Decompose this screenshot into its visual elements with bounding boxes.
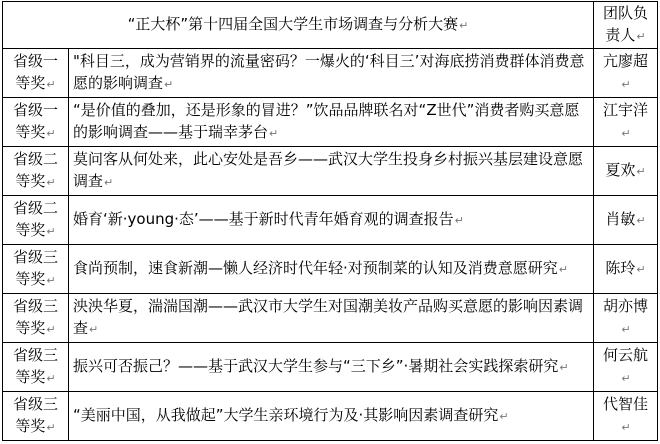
project-topic: “美丽中国，从我做起”大学生亲环境行为及·其影响因素调查研究↵ [69, 392, 594, 441]
project-topic: 振兴可否振己？——基于武汉大学生参与“三下乡”·暑期社会实践探索研究↵ [69, 343, 594, 392]
table-row [3, 49, 658, 98]
team-leader: 肖敏↵ [594, 196, 658, 245]
team-leader: 代智佳↵ [594, 392, 658, 441]
award-level: 省级三等奖↵ [3, 245, 69, 294]
team-leader: 陈玲↵ [594, 245, 658, 294]
awards-table [2, 1, 658, 441]
leader-column-header: 团队负责人↵ [594, 2, 658, 49]
project-topic: “是价值的叠加，还是形象的冒进？”饮品品牌联名对“Z世代”消费者购买意愿的影响调查——基于瑞幸茅台↵ [69, 98, 594, 147]
project-topic: "科目三，成为营销界的流量密码？一爆火的‘科目三’对海底捞消费群体消费意愿的影响调查↵ [69, 49, 594, 98]
award-level: 省级一等奖↵ [3, 49, 69, 98]
project-topic: 泱泱华夏，湍湍国潮——武汉市大学生对国潮美妆产品购买意愿的影响因素调查↵ [69, 294, 594, 343]
table-row [3, 98, 658, 147]
award-level: 省级二等奖↵ [3, 196, 69, 245]
table-row [3, 245, 658, 294]
table-row [3, 343, 658, 392]
table-row [3, 196, 658, 245]
team-leader: 何云航↵ [594, 343, 658, 392]
competition-title: “正大杯”第十四届全国大学生市场调查与分析大赛↵ [3, 2, 594, 49]
table-row [3, 392, 658, 441]
award-level: 省级二等奖↵ [3, 147, 69, 196]
table-row [3, 294, 658, 343]
team-leader: 胡亦博↵ [594, 294, 658, 343]
table-row [3, 147, 658, 196]
team-leader: 亢廖超↵ [594, 49, 658, 98]
team-leader: 江宇洋↵ [594, 98, 658, 147]
project-topic: 食尚预制，速食新潮—懒人经济时代年轻·对预制菜的认知及消费意愿研究↵ [69, 245, 594, 294]
award-level: 省级三等奖↵ [3, 343, 69, 392]
project-topic: 莫问客从何处来，此心安处是吾乡——武汉大学生投身乡村振兴基层建设意愿调查↵ [69, 147, 594, 196]
team-leader: 夏欢↵ [594, 147, 658, 196]
project-topic: 婚育‘新·young·态’——基于新时代青年婚育观的调查报告↵ [69, 196, 594, 245]
award-level: 省级一等奖↵ [3, 98, 69, 147]
award-level: 省级三等奖↵ [3, 294, 69, 343]
header-row [3, 2, 658, 49]
award-level: 省级三等奖↵ [3, 392, 69, 441]
